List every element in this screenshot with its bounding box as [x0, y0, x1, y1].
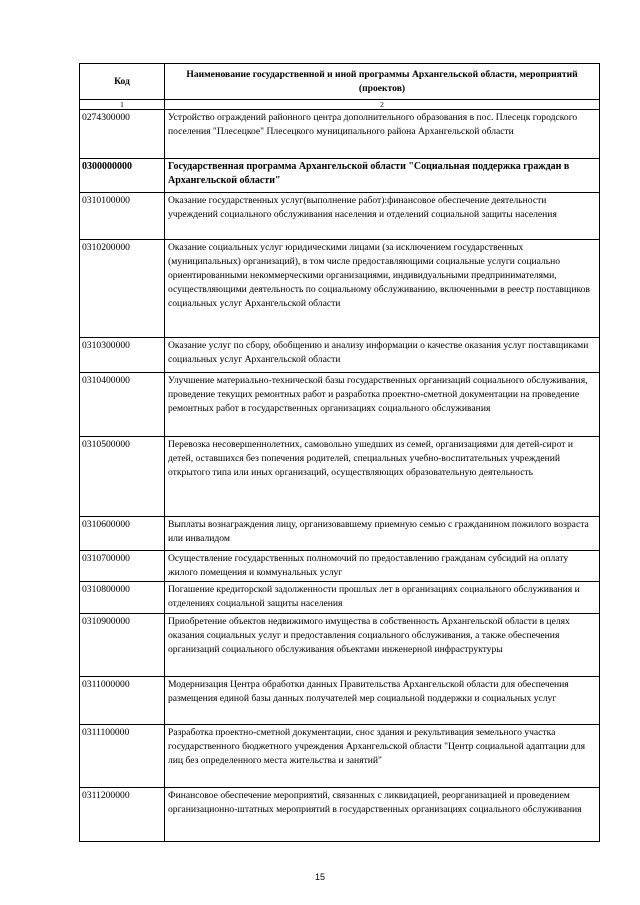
row-name: Перевозка несовершеннолетних, самовольно ушедших из семей, организациями для детей-сирот и детей, оставшихся без попечения родителей, специальных учебно-воспитательных учреждений открытого типа или иных организаций, осуществляющих образовательную деятельность: [165, 437, 600, 517]
table-row: [80, 240, 600, 338]
table-row: [80, 338, 600, 373]
row-code: 0310500000: [80, 437, 165, 517]
table-row: [80, 437, 600, 517]
table-row: [80, 551, 600, 582]
row-code: 0311000000: [80, 677, 165, 725]
row-code: 0310300000: [80, 338, 165, 373]
table-row: [80, 373, 600, 437]
page-number: 15: [314, 872, 325, 882]
table-header-row: [80, 64, 600, 100]
table-row: [80, 677, 600, 725]
row-code: 0310900000: [80, 614, 165, 677]
column-numbering-row: [80, 100, 600, 110]
row-code: 0310700000: [80, 551, 165, 582]
row-code: 0310200000: [80, 240, 165, 338]
row-name: Выплаты вознаграждения лицу, организовавшему приемную семью с гражданином пожилого возраста или инвалидом: [165, 517, 600, 551]
header-code: Код: [80, 64, 165, 100]
row-name: Осуществление государственных полномочий по предоставлению гражданам субсидий на оплату жилого помещения и коммунальных услуг: [165, 551, 600, 582]
table-row: [80, 517, 600, 551]
row-code: 0311100000: [80, 725, 165, 788]
row-name: Оказание государственных услуг(выполнение работ):финансовое обеспечение деятельности учреждений социального обслуживания населения и отделений социальной защиты населения: [165, 193, 600, 240]
column-number-1: 1: [80, 100, 165, 110]
row-name: Государственная программа Архангельской области "Социальная поддержка граждан в Архангельской области": [165, 159, 600, 193]
row-name: Устройство ограждений районного центра дополнительного образования в пос. Плесецк городского поселения "Плесецкое" Плесецкого муниципального района Архангельской области: [165, 110, 600, 159]
column-number-2: 2: [165, 100, 600, 110]
row-name: Финансовое обеспечение мероприятий, связанных с ликвидацией, реорганизацией и проведением организационно-штатных мероприятий в государственных организациях социального обслуживания: [165, 788, 600, 842]
row-name: Модернизация Центра обработки данных Правительства Архангельской области для обеспечения размещения единой базы данных получателей мер социальной поддержки и социальных услуг: [165, 677, 600, 725]
row-name: Приобретение объектов недвижимого имущества в собственность Архангельской области в целях оказания социальных услуг и предоставления социального обслуживания, а также обеспечения организаций социального обслуживания объектами инженерной инфраструктуры: [165, 614, 600, 677]
row-code: 0310400000: [80, 373, 165, 437]
row-name: Оказание услуг по сбору, обобщению и анализу информации о качестве оказания услуг поставщиками социальных услуг Архангельской области: [165, 338, 600, 373]
table-body: [80, 110, 600, 842]
row-code: 0274300000: [80, 110, 165, 159]
table-row: [80, 193, 600, 240]
row-code: 0310100000: [80, 193, 165, 240]
row-name: Улучшение материально-технической базы государственных организаций социального обслуживания, проведение текущих ремонтных работ и разработка проектно-сметной документации на проведение ремонтных работ в государственных организациях социального обслуживания: [165, 373, 600, 437]
table-row: [80, 110, 600, 159]
table-row: [80, 614, 600, 677]
row-code: 0310600000: [80, 517, 165, 551]
row-name: Погашение кредиторской задолженности прошлых лет в организациях социального обслуживания и отделениях социальной защиты населения: [165, 582, 600, 614]
programs-table: [79, 63, 600, 842]
table-row: [80, 788, 600, 842]
table-row: [80, 159, 600, 193]
row-code: 0310800000: [80, 582, 165, 614]
table-row: [80, 582, 600, 614]
row-code: 0300000000: [80, 159, 165, 193]
row-name: Разработка проектно-сметной документации, снос здания и рекультивация земельного участка государственного бюджетного учреждения Архангельской области "Центр социальной адаптации для лиц без определенного места жительства и занятий": [165, 725, 600, 788]
row-code: 0311200000: [80, 788, 165, 842]
header-name: Наименование государственной и иной программы Архангельской области, мероприятий (проектов): [165, 64, 600, 100]
row-name: Оказание социальных услуг юридическими лицами (за исключением государственных (муниципальных) организаций), в том числе предоставляющими социальные услуги социально ориентированными некоммерческими организациями, индивидуальными предпринимателями, осуществляющими деятельность по социальному обслуживанию, включенными в реестр поставщиков социальных услуг Архангельской области: [165, 240, 600, 338]
table-row: [80, 725, 600, 788]
